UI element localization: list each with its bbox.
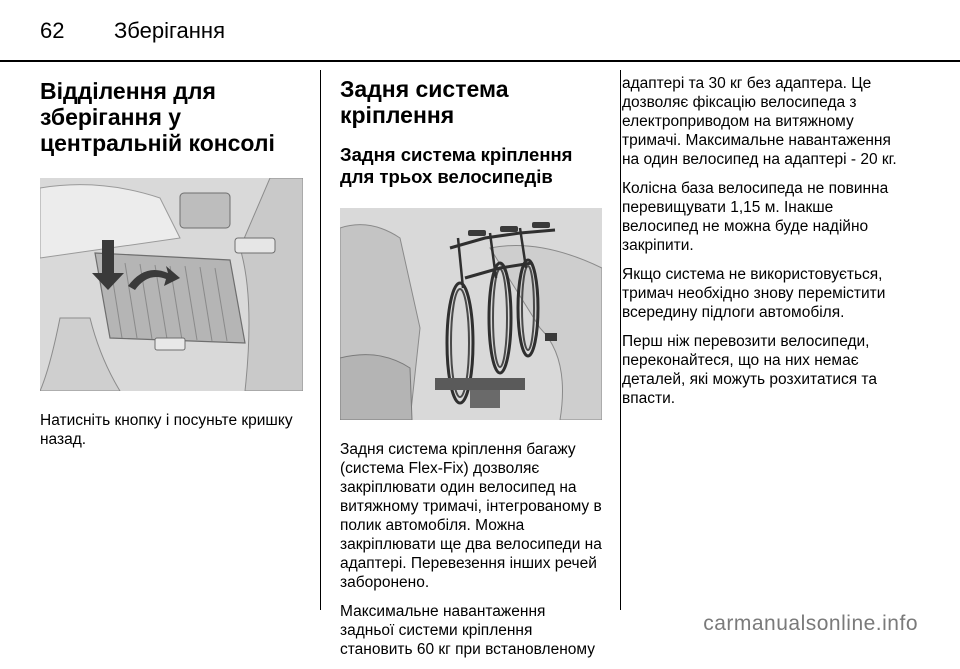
rear-carrier-heading: Задня система кріплення bbox=[340, 76, 509, 128]
column-2 bbox=[340, 70, 602, 669]
carrier-body-text bbox=[340, 440, 602, 659]
console-storage-illustration bbox=[40, 178, 303, 391]
column-divider bbox=[320, 70, 321, 610]
header-divider bbox=[0, 60, 960, 62]
bike-carrier-drawing bbox=[340, 208, 602, 420]
paragraph: адаптері та 30 кг без адаптера. Це дозволяє фіксацію велосипеда з електроприводом на витяжному тримачі. Максимальне навантаження на один велосипед на адаптері - 20 кг. bbox=[622, 75, 897, 168]
paragraph: Максимальне навантаження задньої системи кріплення становить 60 кг при встановленому bbox=[340, 603, 595, 658]
section-title: Зберігання bbox=[114, 18, 225, 43]
column-3 bbox=[622, 74, 912, 418]
console-storage-drawing bbox=[40, 178, 303, 391]
paragraph: Задня система кріплення багажу (система Flex-Fix) дозволяє закріплювати один велосипед на витяжному тримачі, інтегрованому в полик автомобіля. Можна закріплювати ще два велосипеди на адаптері. Перевезення інших речей заборонено. bbox=[340, 441, 602, 591]
three-bike-subheading: Задня система кріплення для трьох велосипедів bbox=[340, 144, 573, 187]
column-1 bbox=[40, 70, 303, 459]
bike-carrier-illustration bbox=[340, 208, 602, 420]
console-storage-caption: Натисніть кнопку і посуньте кришку назад. bbox=[40, 412, 293, 448]
paragraph: Якщо система не використовується, тримач необхідно знову перемістити всередину підлоги автомобіля. bbox=[622, 266, 886, 321]
page-header bbox=[40, 14, 225, 48]
watermark: carmanualsonline.info bbox=[703, 612, 918, 635]
paragraph: Колісна база велосипеда не повинна перевищувати 1,15 м. Інакше велосипед не можна буде надійно закріпити. bbox=[622, 180, 889, 254]
column-divider bbox=[620, 70, 621, 610]
console-storage-heading: Відділення для зберігання у центральній консолі bbox=[40, 78, 275, 156]
page-number: 62 bbox=[40, 18, 65, 43]
paragraph: Перш ніж перевозити велосипеди, переконайтеся, що на них немає деталей, які можуть розхитатися та впасти. bbox=[622, 333, 877, 407]
